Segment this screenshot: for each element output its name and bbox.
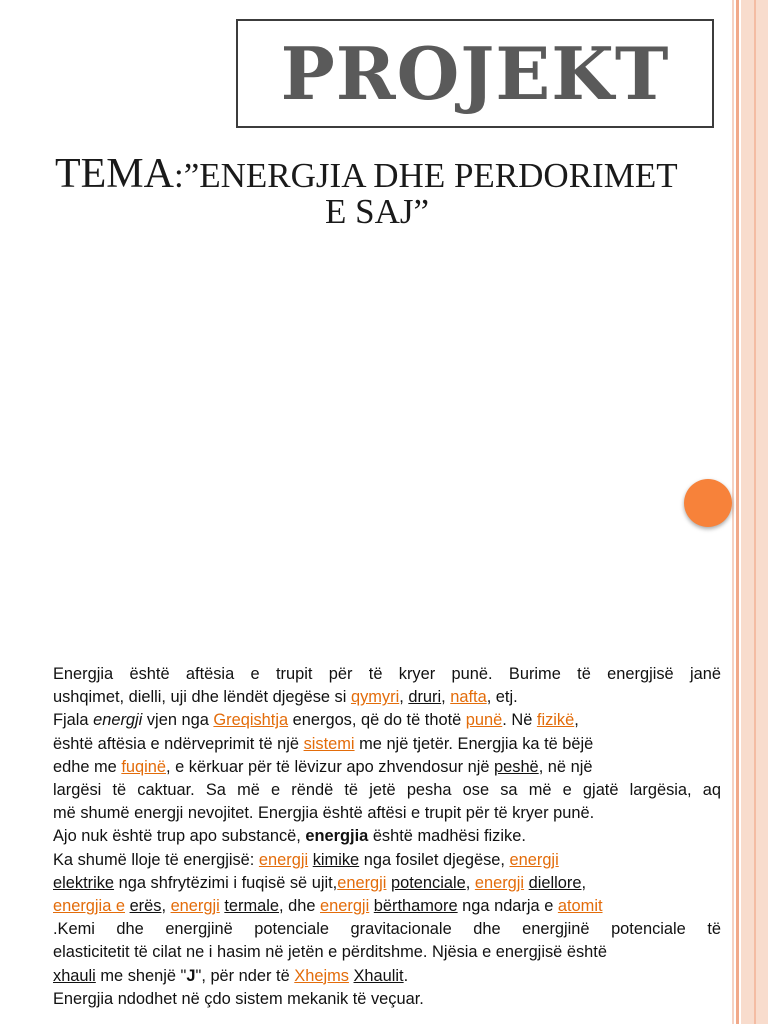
text-span: , etj. [486,688,518,707]
text-span: Ka shumë lloje të energjisë: [53,850,259,869]
text-span: . [403,966,409,985]
orange-circle-decoration [684,479,732,527]
link-kimike[interactable]: kimike [312,850,360,869]
link-xhejms[interactable]: Xhejms [294,966,349,985]
text-line: largësi të caktuar. Sa më e rëndë të jetë pesha ose sa më e gjatë largësia, aq [53,781,721,800]
theme-label: TEMA [55,151,174,197]
text-span: nga shfrytëzimi i fuqisë së ujit, [114,873,338,892]
text-line [53,872,721,895]
text-span: edhe me [53,757,122,776]
link-druri[interactable]: druri [408,688,442,707]
text-span: , [161,897,171,916]
text-line [53,895,721,918]
link-energji[interactable]: energji [258,850,309,869]
text-line [53,709,721,732]
link-energjia-e[interactable]: energjia e [53,897,125,916]
text-line [53,849,721,872]
text-span: energji [93,711,143,730]
text-span: , e kërkuar për të lëvizur apo zhvendosur një [166,757,495,776]
link-sistemi[interactable]: sistemi [303,734,355,753]
text-span: , në një [538,757,593,776]
link-potenciale[interactable]: potenciale [391,873,466,892]
text-span: J [186,966,196,985]
text-span: nga fosilet djegëse, [359,850,510,869]
text-span: Ajo nuk është trup apo substancë, [53,827,306,846]
text-line: elasticitetit të cilat ne i hasim në jetën e përditshme. Njësia e energjisë është [53,943,607,962]
text-span: . Në [502,711,537,730]
text-span: , [399,688,409,707]
text-span: ushqimet, dielli, uji dhe lëndët djegëse si [53,688,351,707]
link-peshe[interactable]: peshë [494,757,539,776]
page-title: PROJEKT [280,31,670,116]
text-span: , [441,688,451,707]
text-span: Fjala [53,711,94,730]
theme-line-1 [55,150,745,198]
text-span: me një tjetër. Energjia ka të bëjë [354,734,594,753]
text-line [53,756,721,779]
link-greqishtja[interactable]: Greqishtja [213,711,289,730]
text-line [53,733,721,756]
link-berthamore[interactable]: bërthamore [373,897,458,916]
link-energji[interactable]: energji [474,873,525,892]
title-box [236,19,714,128]
stripe [754,0,756,1024]
link-eres[interactable]: erës [129,897,162,916]
text-line: më shumë energji nevojitet. Energjia është aftësi e trupit për të kryer punë. [53,804,595,823]
link-diellore[interactable]: diellore [528,873,582,892]
text-span: , [465,873,475,892]
link-energji[interactable]: energji [509,850,559,869]
text-span: , [581,873,587,892]
link-nafta[interactable]: nafta [450,688,487,707]
link-termale[interactable]: termale [224,897,279,916]
text-line [53,825,721,848]
text-line [53,965,721,988]
text-span: është aftësia e ndërveprimit të një [53,734,304,753]
link-energji[interactable]: energji [320,897,370,916]
text-span: energos, që do të thotë [288,711,466,730]
theme-line-2: E SAJ” [325,192,430,231]
link-fizike[interactable]: fizikë [536,711,575,730]
text-line: Energjia është aftësia e trupit për të kryer punë. Burime të energjisë janë [53,665,721,683]
text-span: , dhe [279,897,321,916]
link-energji[interactable]: energji [337,873,387,892]
link-pune[interactable]: punë [465,711,503,730]
link-elektrike[interactable]: elektrike [53,873,115,892]
text-line [53,686,721,709]
link-xhauli[interactable]: xhauli [53,966,96,985]
theme-text: :”ENERGJIA DHE PERDORIMET [174,156,678,195]
text-span: nga ndarja e [457,897,558,916]
theme-heading [55,150,745,232]
text-span: energjia [305,827,369,846]
text-span: vjen nga [142,711,214,730]
text-span: me shenjë " [95,966,187,985]
link-fuqine[interactable]: fuqinë [121,757,167,776]
link-qymyri[interactable]: qymyri [350,688,400,707]
text-span: është madhësi fizike. [368,827,526,846]
link-energji[interactable]: energji [170,897,220,916]
text-line: .Kemi dhe energjinë potenciale gravitacionale dhe energjinë potenciale të [53,920,721,939]
text-span: ", për nder të [195,966,295,985]
text-span: , [574,711,579,730]
link-atomit[interactable]: atomit [557,897,603,916]
body-paragraph [53,663,721,1011]
text-line: Energjia ndodhet në çdo sistem mekanik të veçuar. [53,989,424,1008]
link-xhaulit[interactable]: Xhaulit [353,966,404,985]
